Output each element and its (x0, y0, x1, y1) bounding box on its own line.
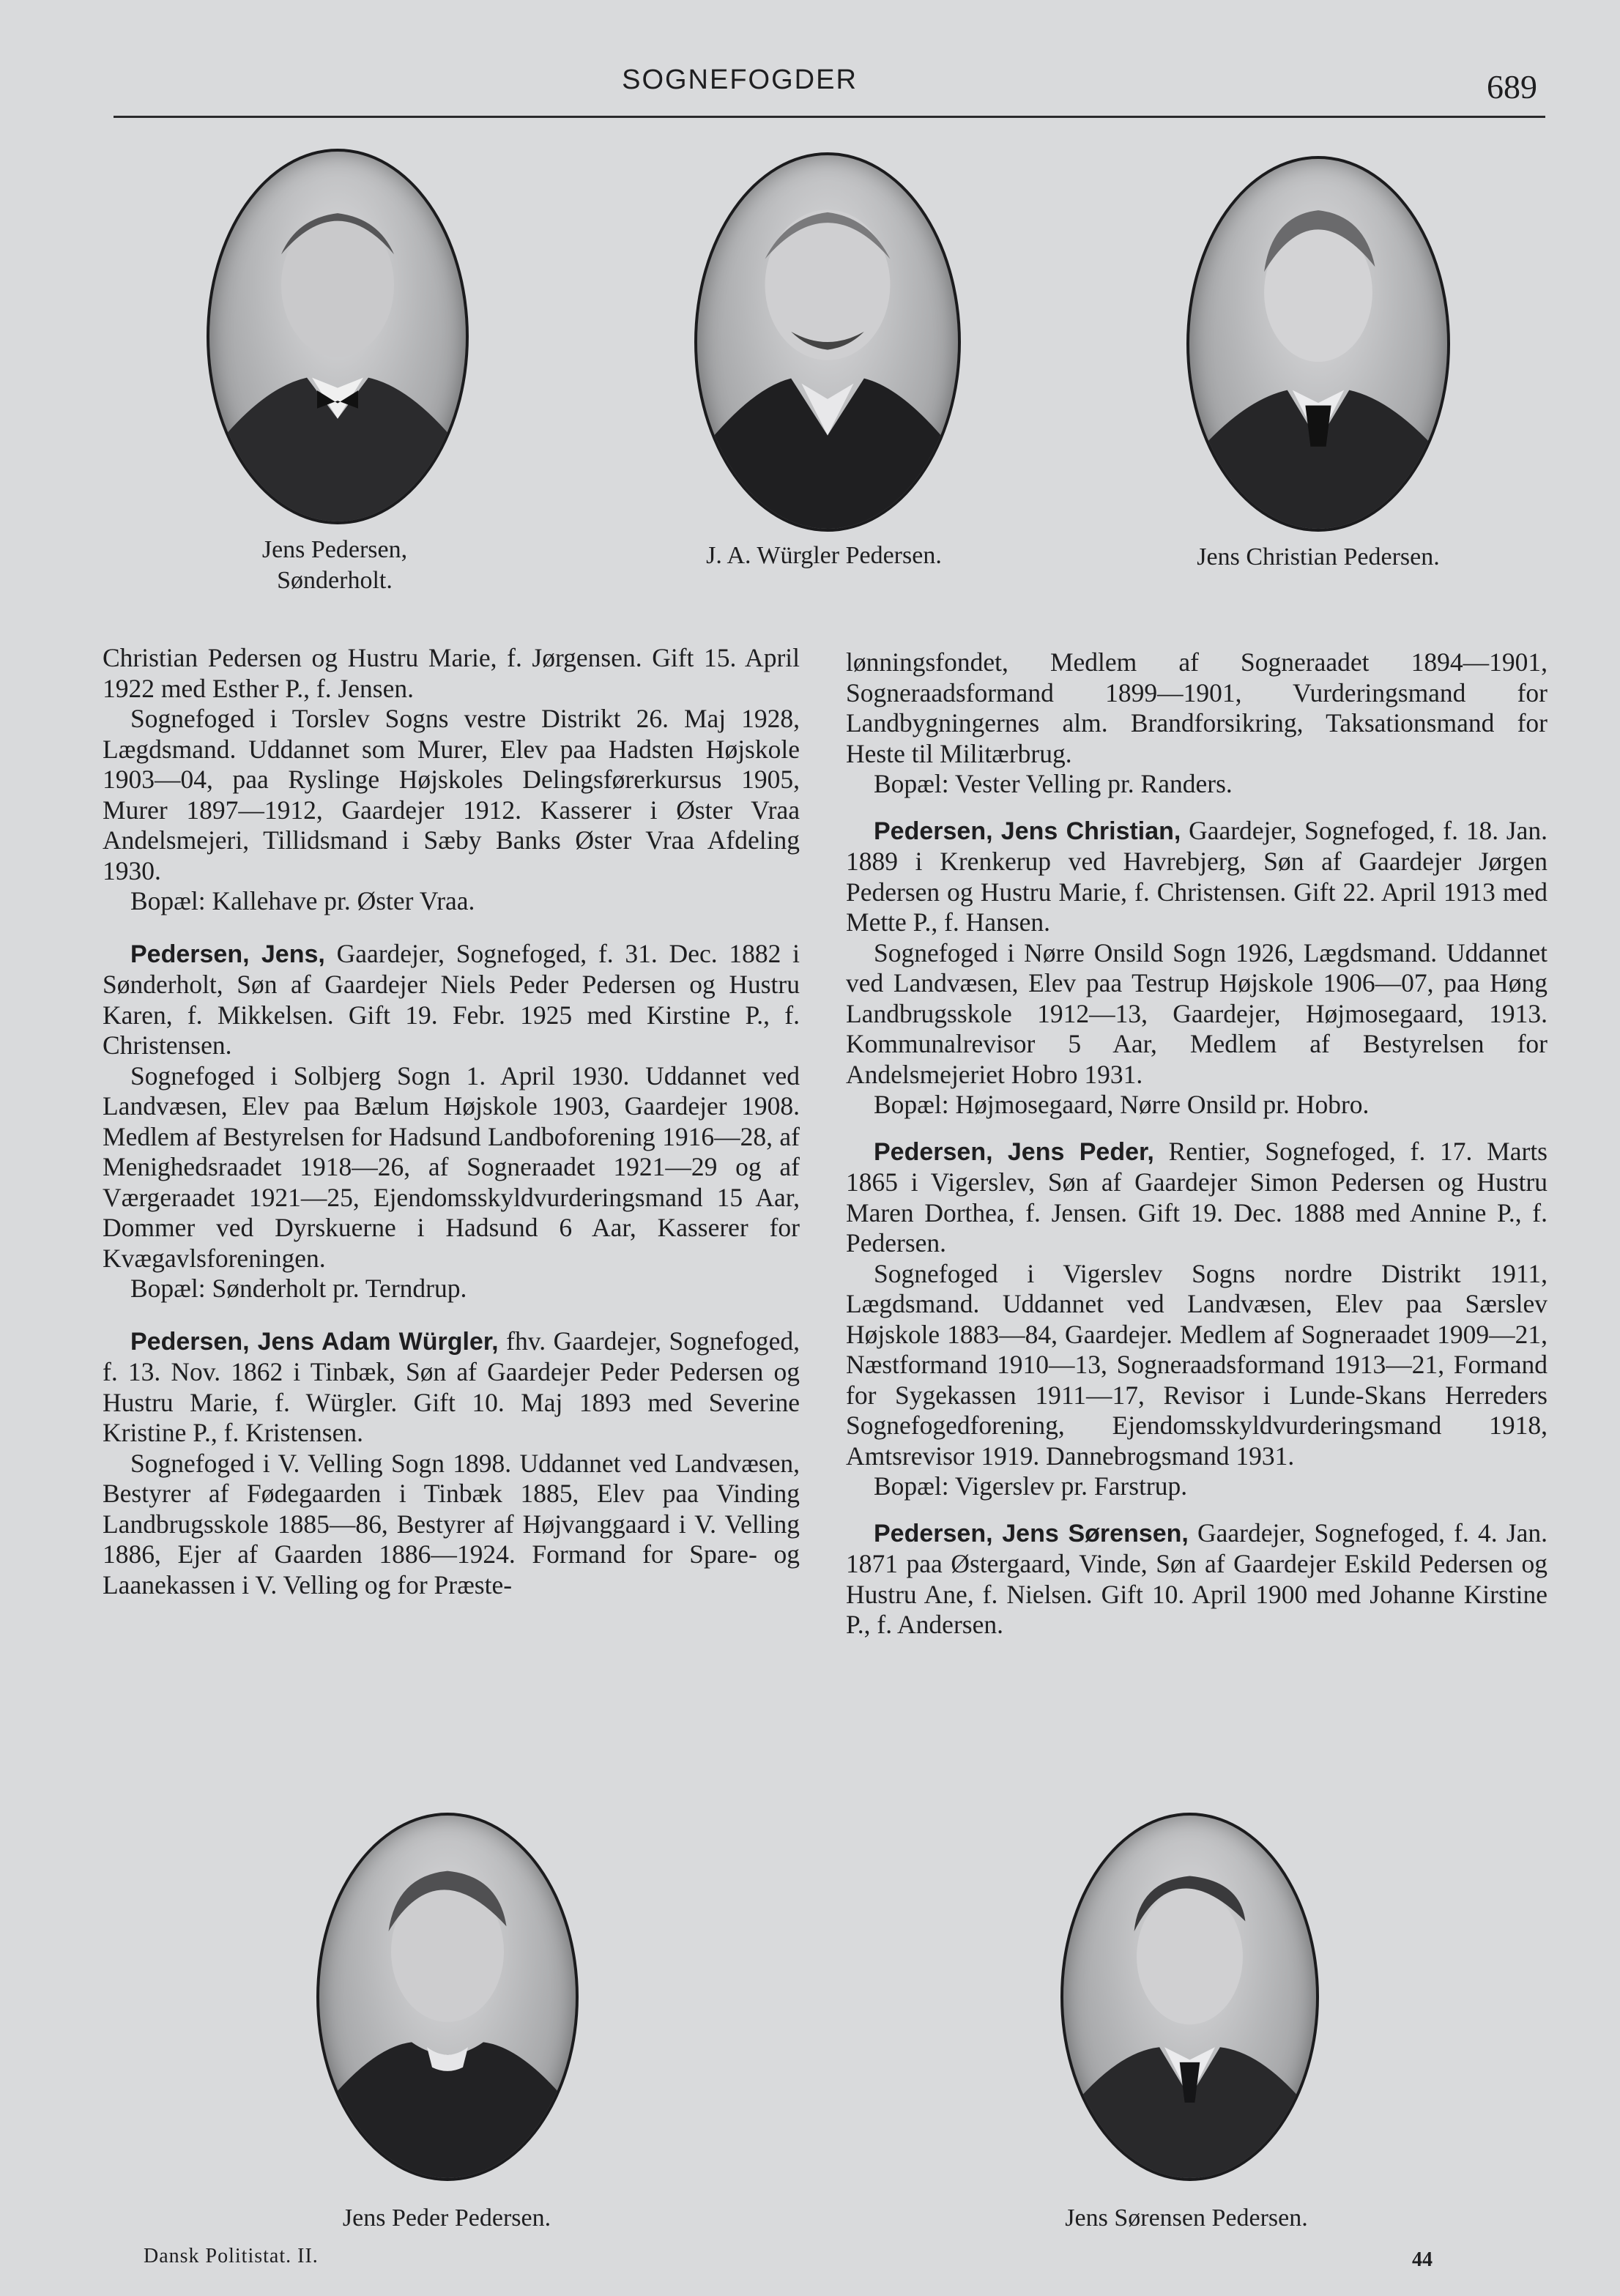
paragraph: Sognefoged i Vigerslev Sogns nordre Distrikt 1911, Lægdsmand. Uddannet ved Landvæsen, Elev paa Særslev Højskole 1883—84, Gaardejer. Medlem af Sogneraadet 1909—21, Næstformand 1910—13, Sogneraadsformand 1913—21, Formand for Sygekassen 1911—17, Revisor i Lunde-Skans Herreders Sognefogedforening, Ejendomsskyldvurderingsmand 1918, Amtsrevisor 1919. Dannebrogsmand 1931. (846, 1258, 1547, 1471)
portrait-caption-5: Jens Sørensen Pedersen. (1065, 2204, 1308, 2232)
paragraph: Sognefoged i Torslev Sogns vestre Distrikt 26. Maj 1928, Lægdsmand. Uddannet som Murer, Elev paa Hadsten Højskole 1903—04, paa Ryslinge Højskoles Delingsførerkursus 1905, Murer 1897—1912, Gaardejer 1912. Kasserer i Øster Vraa Andelsmejeri, Tillidsmand i Sæby Banks Øster Vraa Afdeling 1930. (103, 704, 800, 885)
portrait-photo-jens-christian-pedersen (1186, 156, 1450, 532)
running-title: SOGNEFOGDER (622, 64, 858, 95)
portrait-caption-1: Jens Pedersen, Sønderholt. (261, 536, 408, 594)
person-silhouette-icon (1189, 159, 1447, 529)
biography-entry: Pedersen, Jens Sørensen, Gaardejer, Sognefoged, f. 4. Jan. 1871 paa Østergaard, Vinde, Søn af Gaardejer Eskild Pedersen og Hustru Ane, f. Nielsen. Gift 10. April 1900 med Johanne Kirstine P., f. Andersen. (846, 1517, 1547, 1639)
biography-entry: Pedersen, Jens Peder, Rentier, Sognefoged, f. 17. Marts 1865 i Vigerslev, Søn af Gaardejer Simon Pedersen og Hustru Maren Dorthea, f. Jensen. Gift 19. Dec. 1888 med Annine P., f. Pedersen. (846, 1136, 1547, 1257)
biography-entry: Pedersen, Jens, Gaardejer, Sognefoged, f. 31. Dec. 1882 i Sønderholt, Søn af Gaardejer Niels Peder Pedersen og Hustru Karen, f. Mikkelsen. Gift 19. Febr. 1925 med Kirstine P., f. Christensen. (103, 938, 800, 1060)
footer-publication: Dansk Politistat. II. (144, 2245, 319, 2267)
paragraph: Sognefoged i Solbjerg Sogn 1. April 1930. Uddannet ved Landvæsen, Elev paa Bælum Højskole 1903, Gaardejer 1908. Medlem af Bestyrelsen for Hadsund Landboforening 1916—28, af Menighedsraadet 1918—26, af Sogneraadet 1921—29 og af Værgeraadet 1921—25, Ejendomsskyldvurderingsmand 15 Aar, Dommer ved Dyrskuerne i Hadsund 6 Aar, Kasserer for Kvægavlsforeningen. (103, 1060, 800, 1273)
paragraph: Sognefoged i Nørre Onsild Sogn 1926, Lægdsmand. Uddannet ved Landvæsen, Elev paa Testrup Højskole 1906—07, paa Høng Landbrugsskole 1912—13, Gaardejer, Højmosegaard, 1913. Kommunalrevisor 5 Aar, Medlem af Bestyrelsen for Andelsmejeriet Hobro 1931. (846, 937, 1547, 1089)
portrait-photo-jens-pedersen (207, 149, 469, 524)
biography-entry: Pedersen, Jens Christian, Gaardejer, Sognefoged, f. 18. Jan. 1889 i Krenkerup ved Havrebjerg, Søn af Gaardejer Jørgen Pedersen og Hustru Marie, f. Christensen. Gift 22. April 1913 med Mette P., f. Hansen. (846, 815, 1547, 937)
entry-name: Pedersen, Jens Sørensen, (874, 1519, 1189, 1548)
header-rule (114, 116, 1545, 118)
address-line: Bopæl: Højmosegaard, Nørre Onsild pr. Hobro. (874, 1090, 1370, 1119)
paragraph: lønningsfondet, Medlem af Sogneraadet 1894—1901, Sogneraadsformand 1899—1901, Vurderingsmand for Landbygningernes alm. Brandforsikring, Taksationsmand for Heste til Militærbrug. (846, 647, 1547, 768)
footer-signature-number: 44 (1412, 2248, 1433, 2271)
biography-entry: Pedersen, Jens Adam Würgler, fhv. Gaardejer, Sognefoged, f. 13. Nov. 1862 i Tinbæk, Søn af Gaardejer Peder Pedersen og Hustru Marie, f. Würgler. Gift 10. Maj 1893 med Severine Kristine P., f. Kristensen. (103, 1326, 800, 1447)
address-line: Bopæl: Sønderholt pr. Terndrup. (130, 1274, 467, 1303)
paragraph: Christian Pedersen og Hustru Marie, f. Jørgensen. Gift 15. April 1922 med Esther P., f. Jensen. (103, 643, 800, 703)
portrait-caption-2: J. A. Würgler Pedersen. (706, 542, 942, 569)
person-silhouette-icon (319, 1816, 576, 2178)
page-number: 689 (1487, 68, 1537, 105)
portrait-photo-jens-peder-pedersen (316, 1813, 579, 2181)
entry-name: Pedersen, Jens Peder, (874, 1137, 1154, 1166)
portrait-caption-4: Jens Peder Pedersen. (342, 2204, 551, 2232)
paragraph: Sognefoged i V. Velling Sogn 1898. Uddannet ved Landvæsen, Bestyrer af Fødegaarden i Tinbæk 1885, Elev paa Vinding Landbrugsskole 1885—86, Bestyrer af Højvanggaard i V. Velling 1886, Ejer af Gaarden 1886—1924. Formand for Spare- og Laanekassen i V. Velling og for Præste- (103, 1448, 800, 1600)
person-silhouette-icon (209, 152, 466, 521)
portrait-photo-jens-sorensen-pedersen (1060, 1813, 1319, 2181)
person-silhouette-icon (1063, 1816, 1316, 2178)
person-silhouette-icon (697, 155, 958, 529)
address-line: Bopæl: Vester Velling pr. Randers. (874, 769, 1233, 798)
portrait-photo-wurgler-pedersen (694, 152, 961, 532)
text-column-left (103, 643, 800, 1600)
entry-name: Pedersen, Jens Christian, (874, 817, 1181, 845)
entry-name: Pedersen, Jens, (130, 940, 325, 968)
address-line: Bopæl: Vigerslev pr. Farstrup. (874, 1471, 1188, 1501)
entry-name: Pedersen, Jens Adam Würgler, (130, 1327, 499, 1356)
text-column-right (846, 647, 1547, 1641)
portrait-caption-3: Jens Christian Pedersen. (1197, 543, 1440, 571)
address-line: Bopæl: Kallehave pr. Øster Vraa. (130, 886, 475, 915)
